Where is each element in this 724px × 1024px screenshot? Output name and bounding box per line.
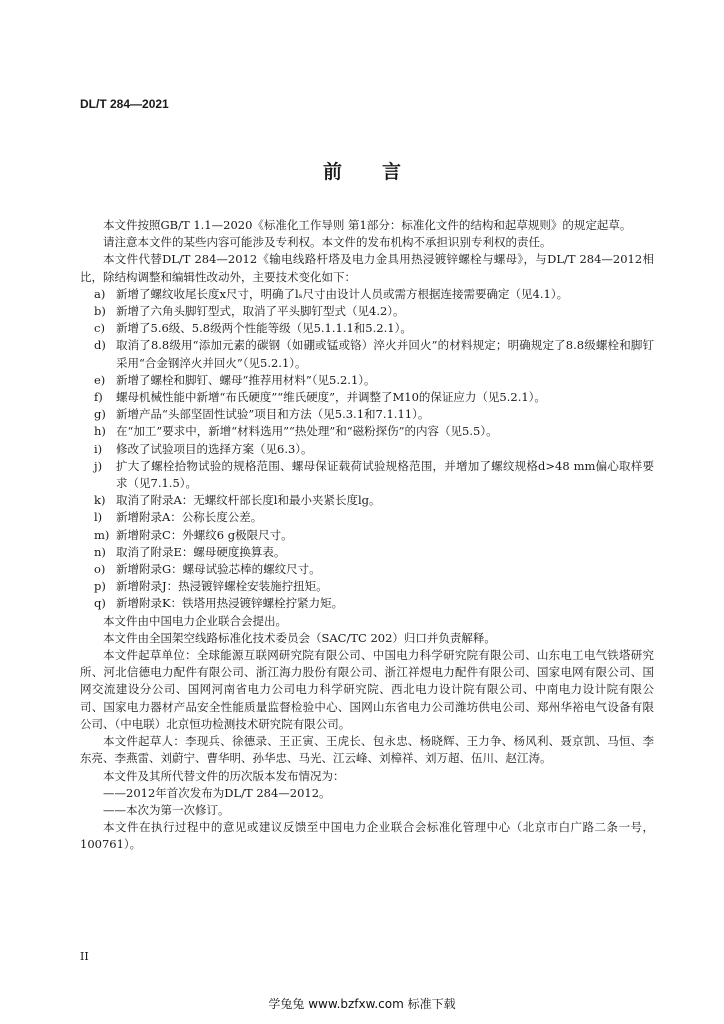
list-item-text: 新增了螺纹收尾长度x尺寸，明确了lₛ尺寸由设计人员或需方根据连接需要确定（见4.1）。: [116, 286, 569, 301]
list-item: [80, 423, 654, 440]
list-item: [80, 303, 654, 320]
list-item-label: o): [94, 562, 106, 577]
changes-list: [80, 286, 654, 613]
paragraph: 请注意本文件的某些内容可能涉及专利权。本文件的发布机构不承担识别专利权的责任。: [103, 235, 552, 250]
list-item: [80, 578, 654, 595]
list-item: [80, 406, 654, 423]
list-item-label: c): [94, 321, 105, 336]
list-item-label: f): [94, 390, 103, 405]
footer-watermark: 学兔兔 www.bzfxw.com 标准下载: [268, 997, 456, 1011]
paragraph: 本文件起草人：李现兵、徐德录、王正寅、王虎长、包永忠、杨晓辉、王力争、杨风利、聂京凯、马恒、李东亮、李燕雷、刘蔚宁、曹华明、孙华忠、马光、江云峰、刘樟祥、刘万超、伍川、赵江涛。: [80, 734, 654, 766]
list-item-label: q): [94, 596, 106, 611]
list-item: [80, 492, 654, 509]
list-item-label: m): [94, 527, 110, 542]
list-item-text: 取消了附录E：螺母硬度换算表。: [116, 544, 286, 559]
list-item-text: 新增附录J：热浸镀锌螺栓安装施拧扭矩。: [116, 579, 328, 594]
list-item-text: 新增了5.6级、5.8级两个性能等级（见5.1.1.1和5.2.1）。: [116, 321, 412, 336]
list-item-text: 新增附录K：铁塔用热浸镀锌螺栓拧紧力矩。: [116, 596, 344, 611]
paragraph: 本文件由全国架空线路标准化技术委员会（SAC/TC 202）归口并负责解释。: [103, 630, 496, 645]
paragraph: ——本次为第一次修订。: [103, 802, 230, 817]
list-item-label: n): [94, 544, 106, 559]
list-item-text: 在“加工”要求中，新增“材料选用”“热处理”和“磁粉探伤”的内容（见5.5）。: [116, 424, 498, 439]
list-item-text: 修改了试验项目的选择方案（见6.3）。: [116, 441, 313, 456]
list-item: [80, 389, 654, 406]
list-item-text: 螺母机械性能中新增“布氏硬度”“维氏硬度”，并调整了M10的保证应力（见5.2.1）。: [116, 390, 546, 405]
list-item: [80, 320, 654, 337]
paragraph: 本文件及其所代替文件的历次版本发布情况为：: [103, 768, 345, 783]
list-item: [80, 595, 654, 612]
list-item-label: l): [94, 510, 103, 525]
list-item-text: 新增附录G：螺母试验芯棒的螺纹尺寸。: [116, 562, 321, 577]
list-item-text: 取消了8.8级用“添加元素的碳钢（如硼或锰或铬）淬火并回火”的材料规定；明确规定了8.8级螺栓和脚钉采用“合金钢淬火并回火”（见5.2.1）。: [116, 338, 654, 370]
paragraph: 本文件起草单位：全球能源互联网研究院有限公司、中国电力科学研究院有限公司、山东电工电气铁塔研究所、河北信德电力配件有限公司、浙江海力股份有限公司、浙江祥煜电力配件有限公司、国家电网有限公司、国网交流建设分公司、国网河南省电力公司电力科学研究院、西北电力设计院有限公司、中南电力设计院有限公司、国家电力器材产品安全性能质量监督检验中心、国网山东省电力公司潍坊供电公司、郑州华裕电气设备有限公司、（中电联）北京恒功检测技术研究院有限公司。: [80, 648, 654, 731]
list-item: [80, 527, 654, 544]
list-item-text: 取消了附录A：无螺纹杆部长度l和最小夹紧长度lg。: [116, 493, 381, 508]
list-item: [80, 458, 654, 492]
list-item-label: p): [94, 579, 106, 594]
list-item: [80, 509, 654, 526]
list-item-text: 新增了螺栓和脚钉、螺母“推荐用材料”（见5.2.1）。: [116, 372, 376, 387]
list-item-label: h): [94, 424, 106, 439]
list-item-label: b): [94, 304, 106, 319]
page-number: II: [80, 950, 89, 963]
list-item: [80, 544, 654, 561]
list-item: [80, 441, 654, 458]
page-title: 前言: [322, 161, 441, 183]
paragraph: ——2012年首次发布为DL/T 284—2012。: [103, 785, 331, 800]
list-item-text: 新增产品“头部坚固性试验”项目和方法（见5.3.1和7.1.11）。: [116, 407, 430, 422]
list-item-text: 新增了六角头脚钉型式，取消了平头脚钉型式（见4.2）。: [116, 304, 405, 319]
standard-id: DL/T 284—2021: [80, 97, 169, 111]
list-item: [80, 286, 654, 303]
paragraph: 本文件在执行过程中的意见或建议反馈至中国电力企业联合会标准化管理中心（北京市白广路二条一号，100761）。: [80, 820, 654, 852]
list-item-text: 新增附录C：外螺纹6 g极限尺寸。: [116, 527, 293, 542]
list-item-label: a): [94, 286, 106, 301]
list-item-label: j): [94, 458, 103, 473]
paragraph: 本文件代替DL/T 284—2012《输电线路杆塔及电力金具用热浸镀锌螺栓与螺母》，与DL/T 284—2012相比，除结构调整和编辑性改动外，主要技术变化如下：: [80, 252, 654, 284]
list-item: [80, 372, 654, 389]
foreword-body: [80, 217, 654, 854]
list-item-label: k): [94, 493, 106, 508]
list-item: [80, 561, 654, 578]
list-item-label: g): [94, 407, 106, 422]
list-item: [80, 337, 654, 371]
list-item-text: 新增附录A：公称长度公差。: [116, 510, 263, 525]
list-item-label: d): [94, 338, 106, 353]
list-item-text: 扩大了螺栓拾物试验的规格范围、螺母保证载荷试验规格范围，并增加了螺纹规格d>48 mm偏心取样要求（见7.1.5）。: [116, 458, 654, 491]
paragraph: 本文件按照GB/T 1.1—2020《标准化工作导则 第1部分：标准化文件的结构和起草规则》的规定起草。: [103, 218, 632, 232]
list-item-label: e): [94, 372, 106, 387]
list-item-label: i): [94, 441, 103, 456]
paragraph: 本文件由中国电力企业联合会提出。: [103, 613, 287, 628]
